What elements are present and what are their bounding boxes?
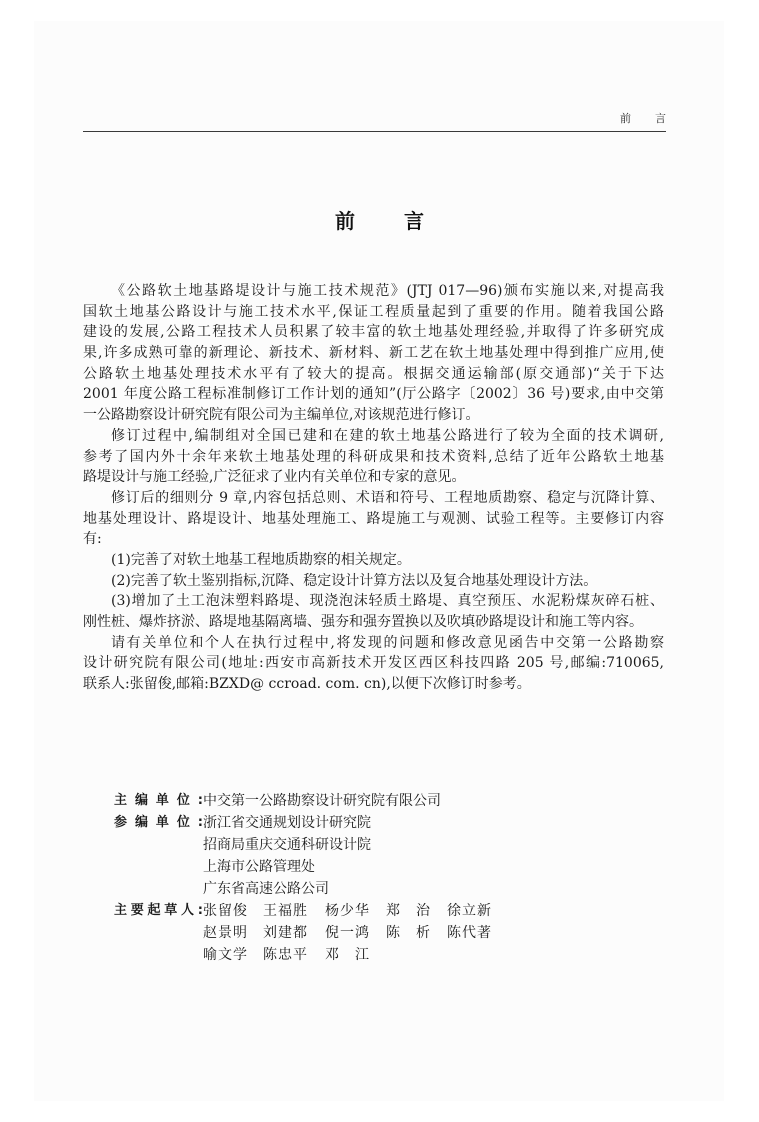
credit-label: 主编单位: (114, 793, 203, 808)
drafter-name: 喻文学 (203, 947, 247, 963)
text-line: 参考了国内外十余年来软土地基处理的科研成果和技术资料,总结了近年公路软土地基 (83, 448, 664, 465)
credit-value: 浙江省交通规划设计研究院 (203, 815, 371, 831)
revision-item-3 (83, 591, 664, 632)
credit-label: 主要起草人: (114, 903, 203, 918)
text-line: 修订过程中,编制组对全国已建和在建的软土地基公路进行了较为全面的技术调研, (111, 427, 664, 444)
text-line: 设计研究院有限公司(地址:西安市高新技术开发区西区科技四路 205 号,邮编:710065, (83, 655, 664, 672)
running-header (83, 109, 690, 132)
drafter-name: 倪一鸿 (325, 925, 369, 941)
text-line: 《公路软土地基路堤设计与施工技术规范》(JTJ 017—96)颁布实施以来,对提高我 (111, 283, 664, 299)
revision-item-1 (83, 550, 664, 571)
text-line: 地基处理设计、路堤设计、地基处理施工、路堤施工与观测、试验工程等。主要修订内容 (83, 510, 664, 527)
credit-value: 中交第一公路勘察设计研究院有限公司 (203, 793, 441, 809)
drafter-name: 张留俊 (203, 903, 247, 919)
text-line: 果,许多成熟可靠的新理论、新技术、新材料、新工艺在软土地基处理中得到推广应用,使 (83, 345, 664, 362)
drafter-name: 陈析 (386, 925, 430, 941)
text-line: 请有关单位和个人在执行过程中,将发现的问题和修改意见函告中交第一公路勘察 (111, 634, 664, 651)
text-line: 国软土地基公路设计与施工技术水平,保证工程质量起到了重要的作用。随着我国公路 (83, 303, 664, 320)
text-line: 有: (83, 531, 102, 548)
credit-value: 上海市公路管理处 (203, 859, 315, 875)
paragraph-contact (83, 633, 664, 695)
paragraph-intro (83, 281, 664, 426)
drafter-name: 赵景明 (203, 925, 247, 941)
text-line: 一公路勘察设计研究院有限公司为主编单位,对该规范进行修订。 (83, 407, 480, 424)
page-title-char-1: 前 (335, 209, 355, 233)
text-line: 建设的发展,公路工程技术人员积累了较丰富的软土地基处理经验,并取得了许多研究成 (83, 324, 664, 341)
credit-value: 招商局重庆交通科研设计院 (203, 837, 371, 853)
drafter-name: 刘建都 (263, 925, 307, 941)
text-line: 修订后的细则分 9 章,内容包括总则、术语和符号、工程地质勘察、稳定与沉降计算、 (111, 489, 664, 506)
text-line: 2001 年度公路工程标准制修订工作计划的通知”(厅公路字〔2002〕36 号)要求,由中交第 (83, 386, 664, 403)
text-line: 刚性桩、爆炸挤淤、路堤地基隔离墙、强夯和强夯置换以及吹填砂路堤设计和施工等内容。 (83, 614, 643, 630)
paragraph-revision-process (83, 426, 664, 488)
drafter-name: 陈代著 (447, 925, 491, 941)
preface-body (83, 281, 664, 695)
drafter-name: 徐立新 (447, 903, 491, 919)
credit-label: 参编单位: (114, 815, 203, 830)
text-line: 路堤设计与施工经验,广泛征求了业内有关单位和专家的意见。 (83, 469, 466, 486)
page-title (0, 205, 759, 234)
text-line: 公路软土地基处理技术水平有了较大的提高。根据交通运输部(原交通部)“关于下达 (83, 365, 664, 382)
page-title-char-2: 言 (404, 209, 424, 233)
text-line: 联系人:张留俊,邮箱:BZXD@ ccroad. com. cn),以便下次修订时参考。 (83, 676, 531, 693)
credit-value: 广东省高速公路公司 (203, 881, 329, 897)
drafter-name: 陈忠平 (263, 947, 307, 963)
drafter-name: 邓江 (325, 947, 369, 963)
paragraph-chapters (83, 488, 664, 550)
drafter-name: 郑治 (386, 903, 430, 919)
text-line: (3)增加了土工泡沫塑料路堤、现浇泡沫轻质土路堤、真空预压、水泥粉煤灰碎石桩、 (111, 593, 664, 610)
text-line: (1)完善了对软土地基工程地质勘察的相关规定。 (111, 551, 411, 568)
drafter-name: 王福胜 (263, 903, 307, 919)
drafter-name: 杨少华 (325, 903, 369, 919)
text-line: (2)完善了软土鉴别指标,沉降、稳定设计计算方法以及复合地基处理设计方法。 (111, 572, 598, 589)
revision-item-2 (83, 571, 664, 592)
running-header-text: 前言 (620, 112, 690, 125)
